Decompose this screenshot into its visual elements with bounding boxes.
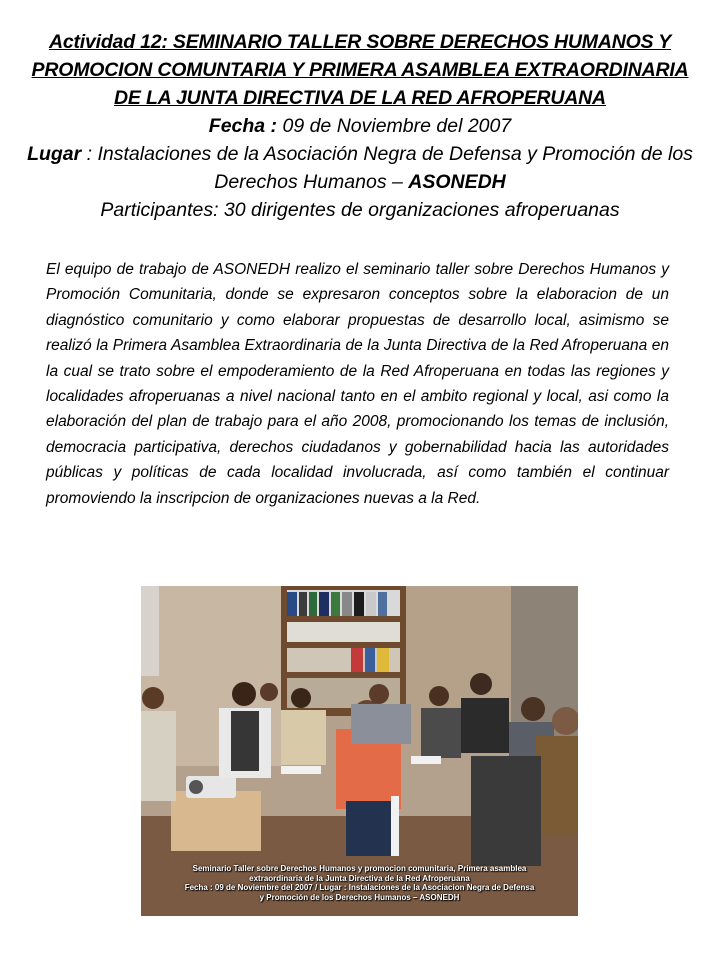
caption-line-2: extraordinaria de la Junta Directiva de la Red Afroperuana (249, 873, 470, 883)
title-line-1: Actividad 12: SEMINARIO TALLER SOBRE DERECHOS HUMANOS Y (48, 31, 672, 53)
title-line-3: DE LA JUNTA DIRECTIVA DE LA RED AFROPERUANA (114, 87, 606, 109)
lugar-org: ASONEDH (408, 171, 506, 193)
lugar-value-1: : Instalaciones de la Asociación Negra de Defensa y Promoción de los (81, 143, 693, 165)
photo-caption (141, 864, 578, 902)
fecha-label: Fecha : (208, 115, 278, 137)
lugar-line-1 (0, 140, 720, 168)
lugar-label: Lugar (27, 143, 82, 165)
lugar-line-2 (0, 168, 720, 196)
fecha-line (0, 112, 720, 140)
caption-line-3: Fecha : 09 de Noviembre del 2007 / Lugar : Instalaciones de la Asociacion Negra de Defensa (184, 883, 535, 893)
participantes-line: Participantes: 30 dirigentes de organizaciones afroperuanas (100, 199, 620, 221)
fecha-value: 09 de Noviembre del 2007 (277, 115, 512, 137)
body-paragraph: El equipo de trabajo de ASONEDH realizo el seminario taller sobre Derechos Humanos y Promoción Comunitaria, donde se expresaron conceptos sobre la elaboracion de un diagnóstico comunitario y como elaborar propuestas de desarrollo local, asimismo se realizó la Primera Asamblea Extraordinaria de la Junta Directiva de la Red Afroperuana en la cual se trato sobre el empoderamiento de la Red Afroperuana en todas las regiones y localidades afroperuanas a nivel nacional tanto en el ambito regional y local, asi como la elaboración del plan de trabajo para el año 2008, promocionando los temas de inclusión, democracia participativa, derechos ciudadanos y gobernabilidad hacia las autoridades públicas y políticas de cada localidad involucrada, así como también el continuar promoviendo la inscripcion de organizaciones nuevas a la Red. (46, 261, 669, 507)
seminar-photo (141, 586, 578, 916)
title-line-2: PROMOCION COMUNTARIA Y PRIMERA ASAMBLEA EXTRAORDINARIA (31, 59, 689, 81)
caption-line-1: Seminario Taller sobre Derechos Humanos y promocion comunitaria, Primera asamblea (192, 864, 527, 873)
caption-line-4: y Promoción de los Derechos Humanos – ASONEDH (259, 892, 460, 902)
lugar-value-2: Derechos Humanos – (214, 171, 409, 193)
document-header (0, 28, 720, 224)
